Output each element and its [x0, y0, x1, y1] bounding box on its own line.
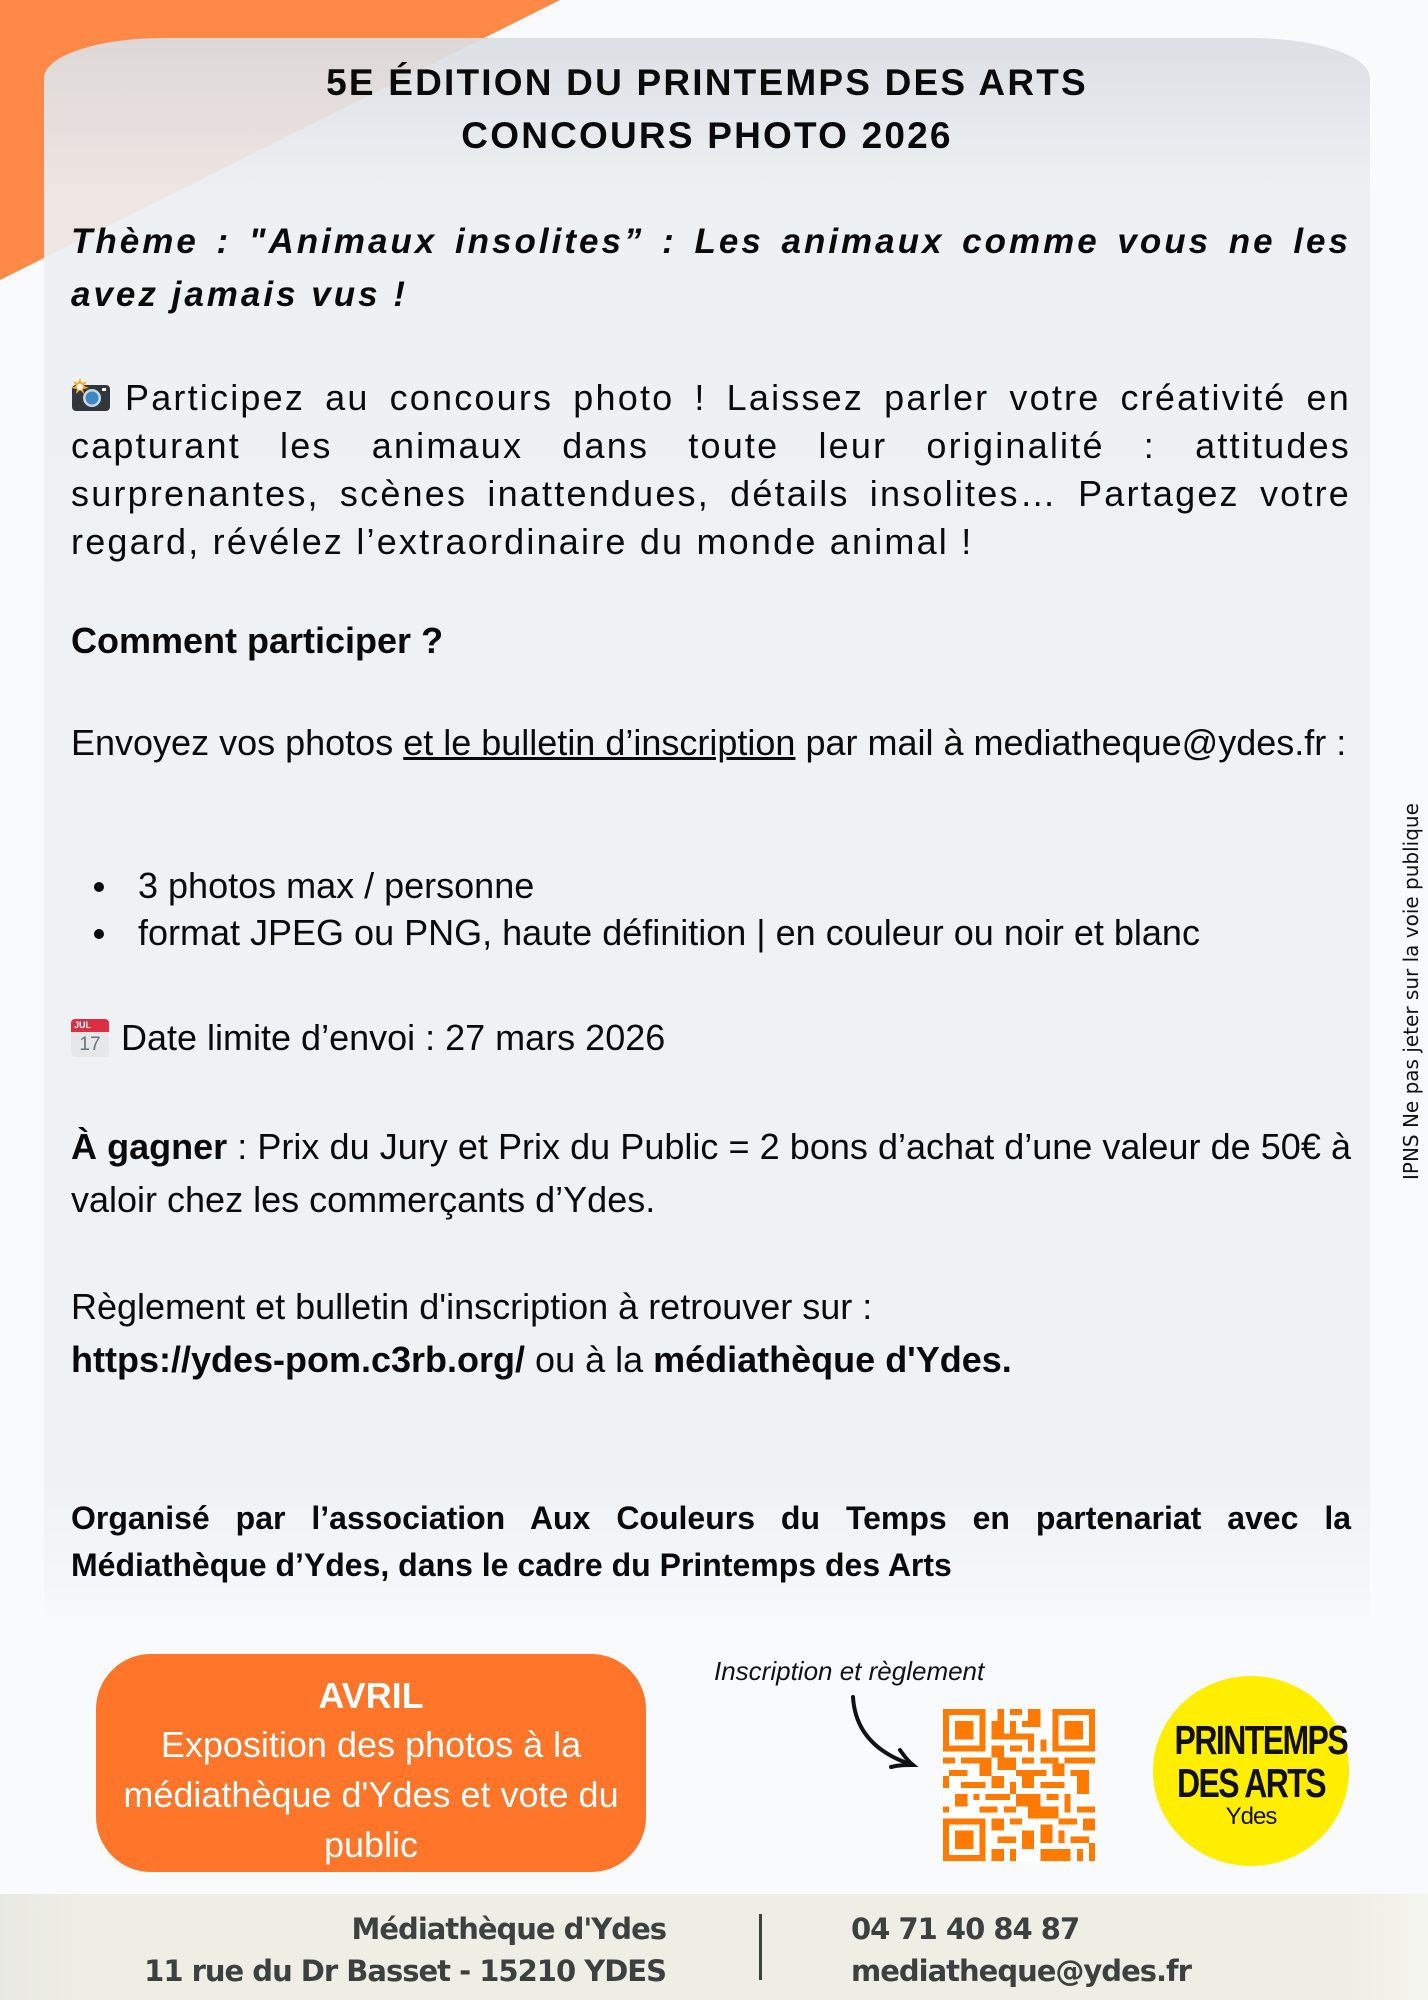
- logo-line-2: DES ARTS: [1176, 1760, 1326, 1806]
- logo-line-3: Ydes: [1225, 1803, 1277, 1830]
- calendar-month: JUL: [71, 1019, 109, 1032]
- qr-code[interactable]: [943, 1709, 1095, 1861]
- deadline: [71, 1017, 665, 1059]
- exhibition-month: AVRIL: [318, 1675, 424, 1716]
- send-prefix: Envoyez vos photos: [71, 722, 404, 763]
- calendar-icon: [71, 1019, 109, 1057]
- send-suffix: par mail à mediatheque@ydes.fr :: [795, 722, 1347, 763]
- send-instructions: [71, 720, 1351, 766]
- mediatheque-name: médiathèque d'Ydes.: [653, 1339, 1012, 1380]
- logo-line-1: PRINTEMPS: [1174, 1717, 1348, 1763]
- deadline-text: Date limite d’envoi : 27 mars 2026: [121, 1017, 666, 1058]
- reglement-middle: ou à la: [525, 1339, 654, 1380]
- footer-name: Médiathèque d'Ydes: [351, 1912, 666, 1946]
- how-to-heading: Comment participer ?: [71, 620, 444, 661]
- footer-email[interactable]: mediatheque@ydes.fr: [851, 1954, 1191, 1988]
- footer-contact-block: [851, 1908, 1191, 1992]
- prize-label: À gagner: [71, 1126, 228, 1167]
- rule-item: 3 photos max / personne: [71, 862, 1200, 909]
- theme-text: Thème : "Animaux insolites” : Les animaux comme vous ne les avez jamais vus !: [71, 222, 1351, 314]
- qr-caption: Inscription et règlement: [714, 1656, 985, 1686]
- rule-item: format JPEG ou PNG, haute définition | en couleur ou noir et blanc: [71, 909, 1200, 956]
- reglement-line: Règlement et bulletin d'inscription à retrouver sur :: [71, 1286, 873, 1327]
- footer-address-block: [144, 1908, 666, 1992]
- rules-list: [71, 862, 1200, 956]
- intro-paragraph: [71, 374, 1351, 566]
- footer-phone[interactable]: 04 71 40 84 87: [851, 1912, 1080, 1946]
- prize-paragraph: [71, 1120, 1351, 1226]
- title-line-2: CONCOURS PHOTO 2026: [461, 115, 953, 156]
- registration-form-link[interactable]: et le bulletin d’inscription: [403, 722, 796, 763]
- exhibition-text: Exposition des photos à la médiathèque d'Ydes et vote du public: [123, 1724, 619, 1865]
- footer-divider: [759, 1914, 762, 1980]
- prize-text: : Prix du Jury et Prix du Public = 2 bons d’achat d’une valeur de 50€ à valoir chez les commerçants d’Ydes.: [71, 1126, 1351, 1220]
- footer-address: 11 rue du Dr Basset - 15210 YDES: [144, 1954, 666, 1988]
- reglement-paragraph: [71, 1280, 1351, 1386]
- title-line-1: 5E ÉDITION DU PRINTEMPS DES ARTS: [326, 62, 1088, 103]
- intro-text: Participez au concours photo ! Laissez parler votre créativité en capturant les animaux dans toute leur originalité : attitudes surprenantes, scènes inattendues, détails insolites… Partagez votre regard, révélez l’extraordinaire du monde animal !: [71, 377, 1351, 562]
- camera-flash-icon: [71, 376, 111, 408]
- printemps-des-arts-logo: [1153, 1676, 1349, 1866]
- page-title: [44, 56, 1370, 162]
- footer: [0, 1894, 1428, 2000]
- curved-arrow-icon: [845, 1695, 925, 1775]
- exhibition-badge: [96, 1654, 646, 1872]
- website-link[interactable]: https://ydes-pom.c3rb.org/: [71, 1339, 526, 1380]
- ipns-side-note: IPNS Ne pas jeter sur la voie publique: [1399, 803, 1423, 1180]
- calendar-day: 17: [79, 1034, 101, 1055]
- organiser-text: Organisé par l’association Aux Couleurs du Temps en partenariat avec la Médiathèque d’Ydes, dans le cadre du Printemps des Arts: [71, 1500, 1351, 1583]
